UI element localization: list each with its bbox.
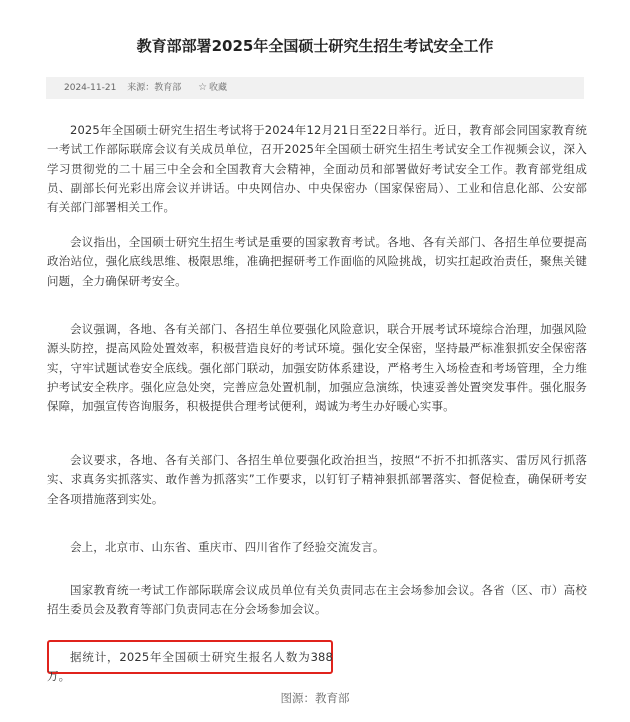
image-caption: 图源：教育部 [280, 691, 350, 705]
article-meta-bar [46, 77, 584, 99]
article-paragraph: 国家教育统一考试工作部际联席会议成员单位有关负责同志在主会场参加会议。各省（区、市）高校招生委员会及教育等部门负责同志在分会场参加会议。 [47, 583, 587, 617]
article-paragraph: 会上，北京市、山东省、重庆市、四川省作了经验交流发言。 [70, 540, 385, 554]
article-paragraph: 会议要求，各地、各有关部门、各招生单位要强化政治担当，按照“不折不扣抓落实、雷厉风行抓落实、求真务实抓落实、敢作善为抓落实”工作要求，以钉钉子精神狠抓部署落实、督促检查，确保研考安全各项措施落到实处。 [47, 453, 587, 506]
publish-date: 2024-11-21 [64, 83, 117, 93]
favorite-button[interactable] [198, 77, 227, 99]
favorite-label: 收藏 [209, 83, 228, 93]
article-source: 来源：教育部 [127, 83, 182, 93]
article-title: 教育部部署2025年全国硕士研究生招生考试安全工作 [136, 37, 494, 55]
article-paragraph: 会议指出，全国硕士研究生招生考试是重要的国家教育考试。各地、各有关部门、各招生单位要提高政治站位，强化底线思维、极限思维，准确把握研考工作面临的风险挑战，切实扛起政治责任，聚焦关键问题，全力确保研考安全。 [47, 235, 587, 288]
highlighted-statistic: 据统计，2025年全国硕士研究生报名人数为388万。 [47, 650, 333, 684]
article-paragraph: 2025年全国硕士研究生招生考试将于2024年12月21日至22日举行。近日，教育部会同国家教育统一考试工作部际联席会议有关成员单位，召开2025年全国硕士研究生招生考试安全工作视频会议，深入学习贯彻党的二十届三中全会和全国教育大会精神，全面动员和部署做好考试安全工作。教育部党组成员、副部长何光彩出席会议并讲话。中央网信办、中央保密办（国家保密局）、工业和信息化部、公安部有关部门部署相关工作。 [47, 123, 587, 215]
star-icon: ☆ [198, 82, 208, 93]
article-paragraph: 会议强调，各地、各有关部门、各招生单位要强化风险意识，联合开展考试环境综合治理，加强风险源头防控，提高风险处置效率，积极营造良好的考试环境。强化安全保密，坚持最严标准狠抓安全保密落实，守牢试题试卷安全底线。强化部门联动，加强安防体系建设，严格考生入场检查和考场管理，全力维护考试安全秩序。强化应急处突，完善应急处置机制，加强应急演练，快速妥善处置突发事件。强化服务保障，加强宣传咨询服务，积极提供合理考试便利，竭诚为考生办好暖心实事。 [47, 322, 587, 414]
